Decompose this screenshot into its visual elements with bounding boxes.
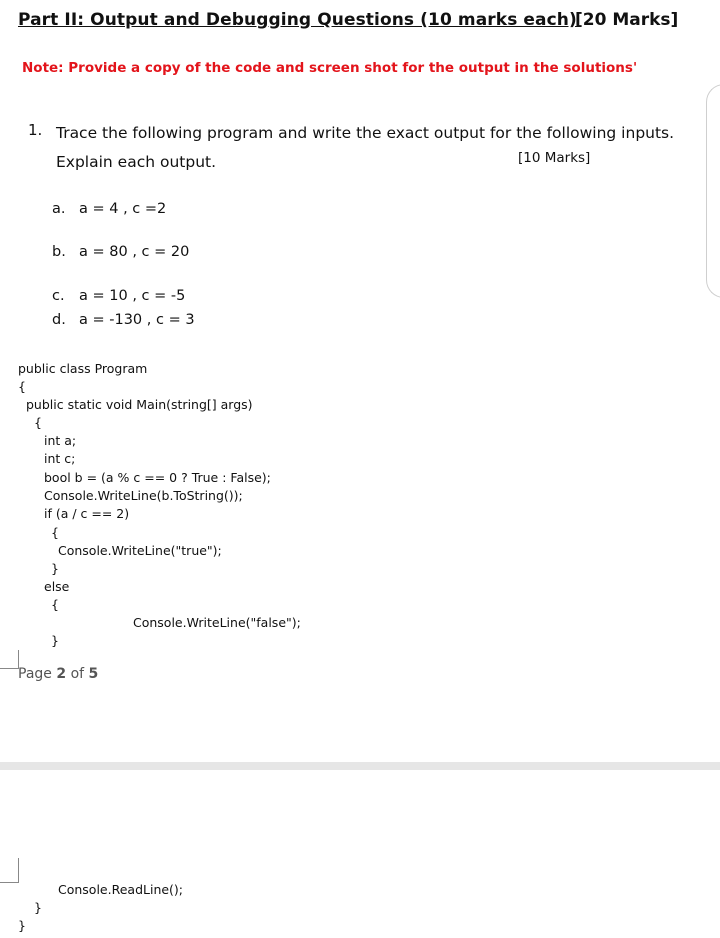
code-line: Console.ReadLine(); <box>58 882 184 897</box>
option-b-label: b. <box>52 244 66 260</box>
code-line: public class Program <box>18 361 148 376</box>
page-number <box>18 666 98 682</box>
code-line: bool b = (a % c == 0 ? True : False); <box>44 470 271 485</box>
code-line: } <box>34 900 42 915</box>
document-page-2 <box>0 770 720 938</box>
option-d-text: a = -130 , c = 3 <box>79 312 195 328</box>
question-text: Trace the following program and write the exact output for the following inputs. Explain each output. <box>56 124 675 171</box>
page-total: 5 <box>88 666 99 682</box>
option-c-text: a = 10 , c = -5 <box>79 288 186 304</box>
code-line: } <box>18 918 26 933</box>
code-line: Console.WriteLine("false"); <box>133 615 301 630</box>
question-marks: [10 Marks] <box>518 150 591 166</box>
code-line: if (a / c == 2) <box>44 506 130 521</box>
section-title: Part II: Output and Debugging Questions (10 marks each) <box>18 10 577 30</box>
code-line: { <box>34 415 42 430</box>
code-line: { <box>51 597 59 612</box>
code-line: public static void Main(string[] args) <box>26 397 253 412</box>
code-line: } <box>51 561 59 576</box>
option-d-label: d. <box>52 312 66 328</box>
code-line: } <box>51 633 59 648</box>
code-line: { <box>51 525 59 540</box>
option-a-label: a. <box>52 201 66 217</box>
page-separator <box>0 762 720 770</box>
code-line: int a; <box>44 433 77 448</box>
section-marks: [20 Marks] <box>575 10 679 30</box>
page-prefix: Page <box>18 666 52 682</box>
option-b-text: a = 80 , c = 20 <box>79 244 190 260</box>
option-c-label: c. <box>52 288 65 304</box>
side-panel-handle[interactable] <box>706 84 720 298</box>
page-current: 2 <box>56 666 67 682</box>
code-line: Console.WriteLine("true"); <box>58 543 222 558</box>
crop-mark <box>0 858 19 883</box>
code-line: else <box>44 579 70 594</box>
crop-mark <box>0 650 19 669</box>
code-line: int c; <box>44 451 76 466</box>
question-number: 1. <box>28 121 43 139</box>
instruction-note: Note: Provide a copy of the code and screen shot for the output in the solutions' <box>22 60 638 76</box>
page-of: of <box>70 666 85 682</box>
code-line: { <box>18 379 26 394</box>
code-line: Console.WriteLine(b.ToString()); <box>44 488 243 503</box>
option-a-text: a = 4 , c =2 <box>79 201 167 217</box>
